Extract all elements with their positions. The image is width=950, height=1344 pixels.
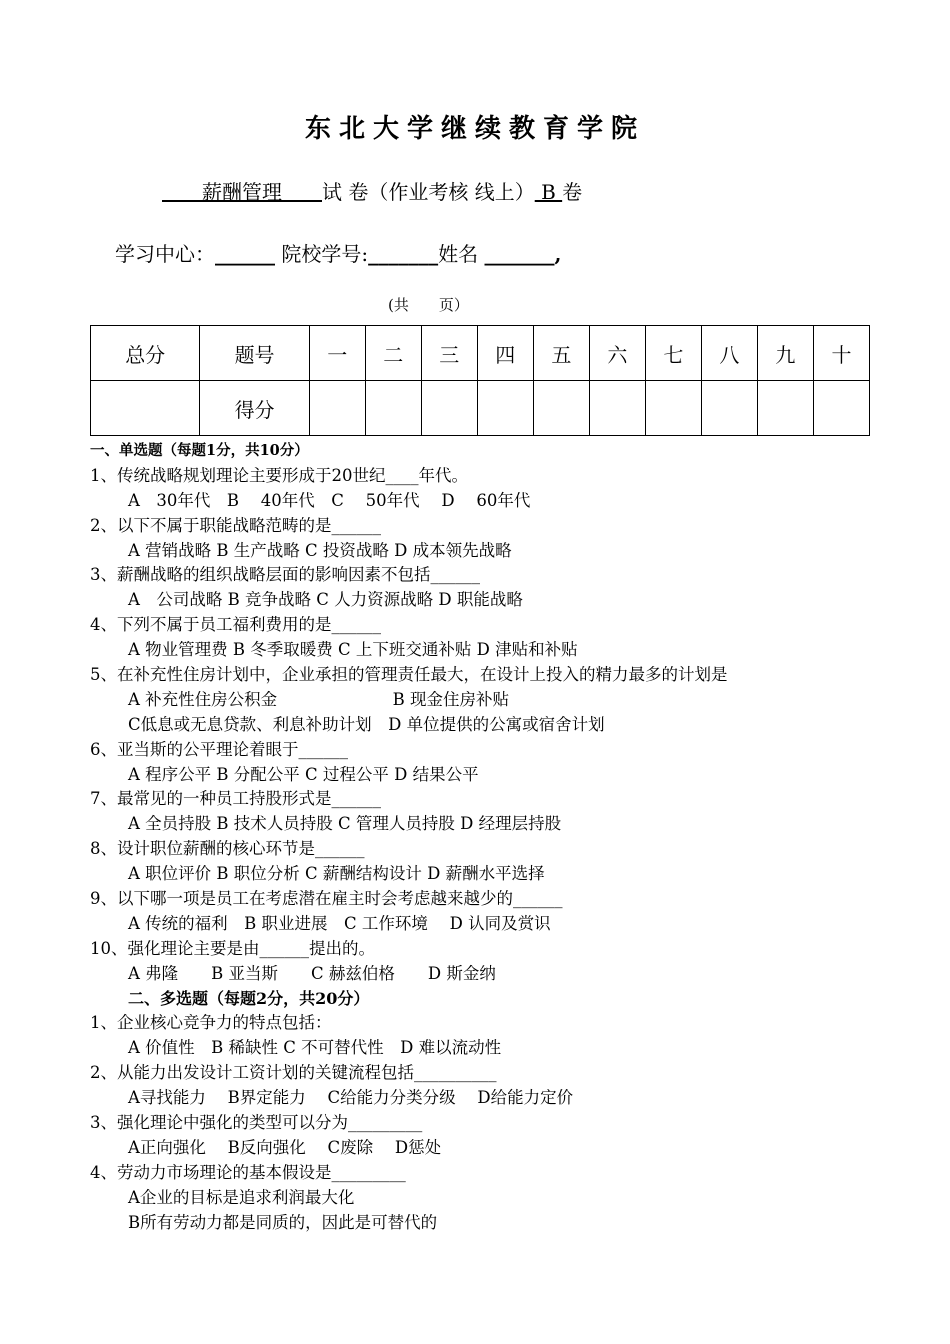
score-cell: 一 <box>309 326 365 381</box>
answer-options: A 营销战略 B 生产战略 C 投资战略 D 成本领先战略 <box>128 540 512 560</box>
question-list <box>90 439 728 1236</box>
paper-suffix: 卷 <box>562 180 583 204</box>
score-cell <box>701 381 757 436</box>
student-info-line <box>115 238 561 267</box>
score-cell <box>365 381 421 436</box>
score-cell: 题号 <box>200 326 309 381</box>
question-text: 9、以下哪一项是员工在考虑潜在雇主时会考虑越来越少的______ <box>90 889 563 909</box>
answer-options: C低息或无息贷款、利息补助计划 D 单位提供的公寓或宿舍计划 <box>128 714 605 734</box>
document-title: 东北大学继续教育学院 <box>304 114 645 144</box>
answer-options: A 物业管理费 B 冬季取暖费 C 上下班交通补贴 D 津贴和补贴 <box>128 640 578 660</box>
course-name: 薪酬管理 <box>162 180 322 204</box>
score-cell: 七 <box>645 326 701 381</box>
student-id-label: 院校学号: <box>275 242 369 266</box>
answer-options: A企业的目标是追求利润最大化 <box>128 1187 355 1207</box>
score-cell <box>309 381 365 436</box>
answer-options: A 职位评价 B 职位分析 C 薪酬结构设计 D 薪酬水平选择 <box>128 864 545 884</box>
answer-options: A 价值性 B 稀缺性 C 不可替代性 D 难以流动性 <box>128 1038 502 1058</box>
answer-options: A正向强化 B反向强化 C废除 D惩处 <box>128 1137 442 1157</box>
answer-options: A 公司战略 B 竞争战略 C 人力资源战略 D 职能战略 <box>128 590 523 610</box>
question-text: 3、薪酬战略的组织战略层面的影响因素不包括______ <box>90 565 480 585</box>
score-cell: 八 <box>701 326 757 381</box>
score-cell: 十 <box>813 326 869 381</box>
score-cell: 六 <box>589 326 645 381</box>
question-text: 1、传统战略规划理论主要形成于20世纪____年代。 <box>90 465 468 485</box>
student-id-blank: _______ <box>368 242 439 266</box>
page-count: (共 页） <box>388 296 469 314</box>
question-text: 1、企业核心竞争力的特点包括： <box>90 1013 332 1033</box>
score-cell <box>91 381 200 436</box>
paper-version: B <box>534 180 563 204</box>
score-cell <box>477 381 533 436</box>
score-cell: 总分 <box>91 326 200 381</box>
score-table-header-row <box>91 326 870 381</box>
name-label: 姓名 <box>438 242 485 266</box>
answer-options: A 全员持股 B 技术人员持股 C 管理人员持股 D 经理层持股 <box>128 814 562 834</box>
answer-options: A 30年代 B 40年代 C 50年代 D 60年代 <box>128 490 531 510</box>
answer-options: B所有劳动力都是同质的，因此是可替代的 <box>128 1212 438 1232</box>
answer-options: A 弗隆 B 亚当斯 C 赫兹伯格 D 斯金纳 <box>128 963 496 983</box>
exam-type: 试 卷（作业考核 线上） <box>322 180 535 204</box>
answer-options: A 补充性住房公积金 B 现金住房补贴 <box>128 689 510 709</box>
question-text: 4、下列不属于员工福利费用的是______ <box>90 615 381 635</box>
exam-subtitle <box>162 176 582 205</box>
score-table-score-row <box>91 381 870 436</box>
section-heading: 一、单选题（每题1分，共10分） <box>90 442 309 459</box>
question-text: 3、强化理论中强化的类型可以分为_________ <box>90 1113 423 1133</box>
question-text: 7、最常见的一种员工持股形式是______ <box>90 789 381 809</box>
score-cell <box>757 381 813 436</box>
question-text: 10、强化理论主要是由______提出的。 <box>90 938 375 958</box>
score-cell: 五 <box>533 326 589 381</box>
section-heading: 二、多选题（每题2分，共20分） <box>128 988 370 1008</box>
score-table <box>90 325 870 436</box>
question-text: 8、设计职位薪酬的核心环节是______ <box>90 839 365 859</box>
study-center-label: 学习中心： <box>115 242 215 266</box>
score-cell <box>645 381 701 436</box>
question-text: 6、亚当斯的公平理论着眼于______ <box>90 739 348 759</box>
question-text: 2、以下不属于职能战略范畴的是______ <box>90 515 381 535</box>
answer-options: A 传统的福利 B 职业进展 C 工作环境 D 认同及赏识 <box>128 913 551 933</box>
score-cell <box>421 381 477 436</box>
question-text: 2、从能力出发设计工资计划的关键流程包括__________ <box>90 1063 497 1083</box>
score-cell <box>589 381 645 436</box>
score-cell: 九 <box>757 326 813 381</box>
score-cell <box>813 381 869 436</box>
score-cell: 得分 <box>200 381 309 436</box>
score-cell: 二 <box>365 326 421 381</box>
name-blank: _______, <box>484 242 562 266</box>
answer-options: A 程序公平 B 分配公平 C 过程公平 D 结果公平 <box>128 764 479 784</box>
question-text: 4、劳动力市场理论的基本假设是_________ <box>90 1162 406 1182</box>
answer-options: A寻找能力 B界定能力 C给能力分类分级 D给能力定价 <box>128 1088 574 1108</box>
score-cell <box>533 381 589 436</box>
score-cell: 三 <box>421 326 477 381</box>
score-cell: 四 <box>477 326 533 381</box>
study-center-blank: ______ <box>215 242 275 266</box>
question-text: 5、在补充性住房计划中，企业承担的管理责任最大，在设计上投入的精力最多的计划是 <box>90 665 728 685</box>
